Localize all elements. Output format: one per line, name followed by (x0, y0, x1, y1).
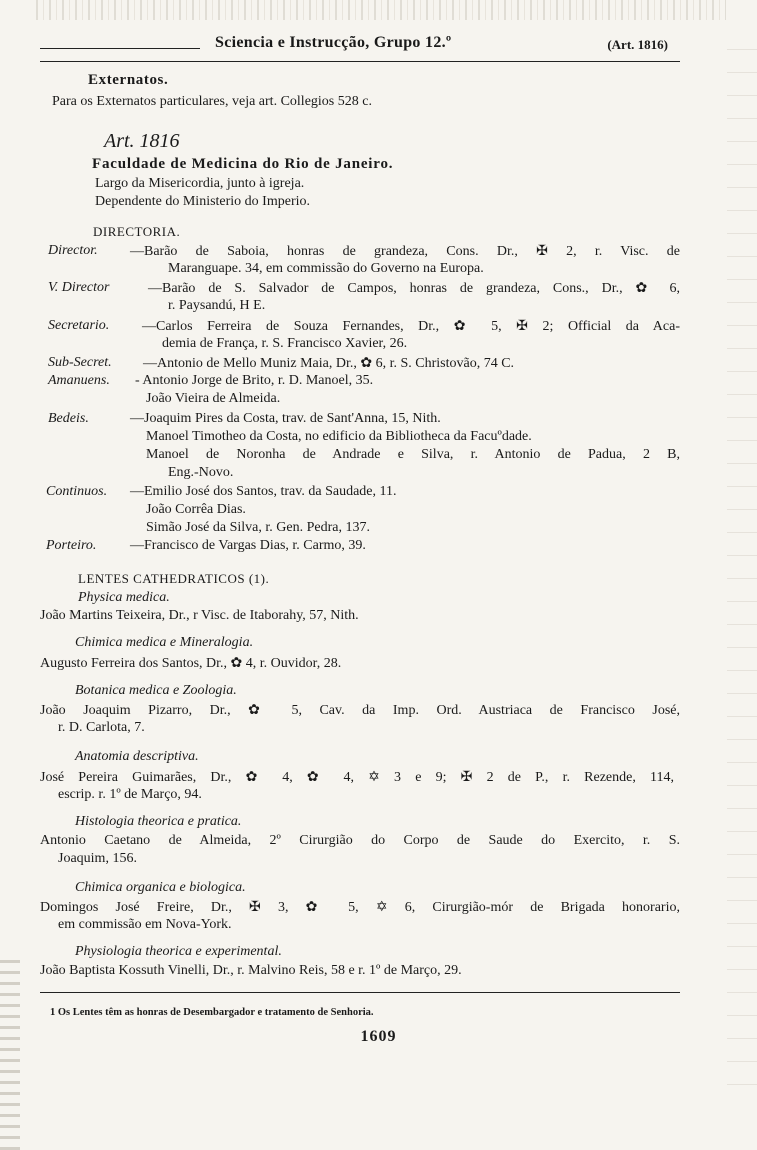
lente-line: escrip. r. 1º de Março, 94. (58, 787, 202, 802)
role-director: Director. (48, 243, 98, 258)
lente-line: Augusto Ferreira dos Santos, Dr., ✿ 4, r. Ouvidor, 28. (40, 656, 342, 671)
entry-line: Simão José da Silva, r. Gen. Pedra, 137. (146, 520, 370, 535)
subject-title: Chimica medica e Mineralogia. (75, 635, 254, 650)
article-address: Largo da Misericordia, junto à igreja. (95, 176, 305, 191)
lente-line: João Joaquim Pizarro, Dr., ✿ 5, Cav. da Imp. Ord. Austriaca de Francisco José, (40, 703, 680, 718)
running-head-title: Sciencia e Instrucção, Grupo 12.º (215, 34, 452, 51)
entry-line: João Corrêa Dias. (146, 502, 246, 517)
entry-line: demia de França, r. S. Francisco Xavier, 26. (162, 336, 408, 351)
article-number: Art. 1816 (104, 130, 180, 152)
subject-title: Anatomia descriptiva. (75, 749, 199, 764)
lentes-heading: LENTES CATHEDRATICOS (1). (78, 571, 270, 586)
entry-line: —Carlos Ferreira de Souza Fernandes, Dr., ✿ 5, ✠ 2; Official da Aca- (142, 319, 680, 334)
entry-line: —Barão de Saboia, honras de grandeza, Cons. Dr., ✠ 2, r. Visc. de (130, 244, 680, 259)
article-dependency: Dependente do Ministerio do Imperio. (95, 194, 311, 209)
lente-line: José Pereira Guimarães, Dr., ✿ 4, ✿ 4, ✡ 3 e 9; ✠ 2 de P., r. Rezende, 114, (40, 770, 674, 785)
entry-line: —Antonio de Mello Muniz Maia, Dr., ✿ 6, r. S. Christovão, 74 C. (143, 356, 515, 371)
externatos-text: Para os Externatos particulares, veja art. Collegios 528 c. (52, 94, 372, 109)
subject-title: Physica medica. (78, 590, 170, 605)
entry-line: Maranguape. 34, em commissão do Governo na Europa. (168, 261, 484, 276)
entry-line: Eng.-Novo. (168, 465, 234, 480)
entry-line: —Joaquim Pires da Costa, trav. de Sant'Anna, 15, Nith. (130, 411, 441, 426)
entry-line: —Emilio José dos Santos, trav. da Saudade, 11. (130, 484, 397, 499)
role-bedeis: Bedeis. (48, 411, 89, 426)
entry-line: r. Paysandú, H E. (168, 298, 266, 313)
article-title: Faculdade de Medicina do Rio de Janeiro. (92, 156, 394, 172)
entry-line: —Francisco de Vargas Dias, r. Carmo, 39. (130, 538, 366, 553)
entry-line: Manoel de Noronha de Andrade e Silva, r. Antonio de Padua, 2 B, (146, 447, 680, 462)
role-sub-secretario: Sub-Secret. (48, 355, 112, 370)
lente-line: Domingos José Freire, Dr., ✠ 3, ✿ 5, ✡ 6, Cirurgião-mór de Brigada honorario, (40, 900, 680, 915)
lente-line: em commissão em Nova-York. (58, 917, 232, 932)
role-amanuenses: Amanuens. (48, 373, 110, 388)
externatos-heading: Externatos. (88, 72, 169, 88)
entry-line: —Barão de S. Salvador de Campos, honras de grandeza, Cons., Dr., ✿ 6, (148, 281, 680, 296)
entry-line: João Vieira de Almeida. (146, 391, 281, 406)
subject-title: Histologia theorica e pratica. (75, 814, 242, 829)
page-number: 1609 (360, 1028, 397, 1045)
scan-noise-left (0, 960, 20, 1150)
running-head-rule (40, 61, 680, 62)
lente-line: r. D. Carlota, 7. (58, 720, 145, 735)
subject-title: Botanica medica e Zoologia. (75, 683, 237, 698)
footnote: 1 Os Lentes têm as honras de Desembargador e tratamento de Senhoria. (50, 1007, 374, 1018)
subject-title: Physiologia theorica e experimental. (75, 944, 282, 959)
lente-line: João Martins Teixeira, Dr., r Visc. de Itaborahy, 57, Nith. (40, 608, 359, 623)
role-porteiro: Porteiro. (46, 538, 97, 553)
scan-noise-top (36, 0, 726, 20)
scan-noise-right (727, 40, 757, 1100)
running-head (40, 34, 680, 58)
role-secretario: Secretario. (48, 318, 110, 333)
running-head-article: (Art. 1816) (607, 37, 668, 52)
entry-line: - Antonio Jorge de Brito, r. D. Manoel, 35. (135, 373, 374, 388)
lente-line: Joaquim, 156. (58, 851, 137, 866)
directoria-heading: DIRECTORIA. (93, 224, 181, 239)
entry-line: Manoel Timotheo da Costa, no edificio da Bibliotheca da Facuºdade. (146, 429, 532, 444)
running-head-rule-left (40, 48, 200, 49)
lente-line: Antonio Caetano de Almeida, 2º Cirurgião do Corpo de Saude do Exercito, r. S. (40, 833, 680, 848)
footnote-rule (40, 992, 680, 993)
role-continuos: Continuos. (46, 484, 108, 499)
lente-line: João Baptista Kossuth Vinelli, Dr., r. Malvino Reis, 58 e r. 1º de Março, 29. (40, 963, 462, 978)
role-vice-director: V. Director (48, 280, 110, 295)
subject-title: Chimica organica e biologica. (75, 880, 246, 895)
